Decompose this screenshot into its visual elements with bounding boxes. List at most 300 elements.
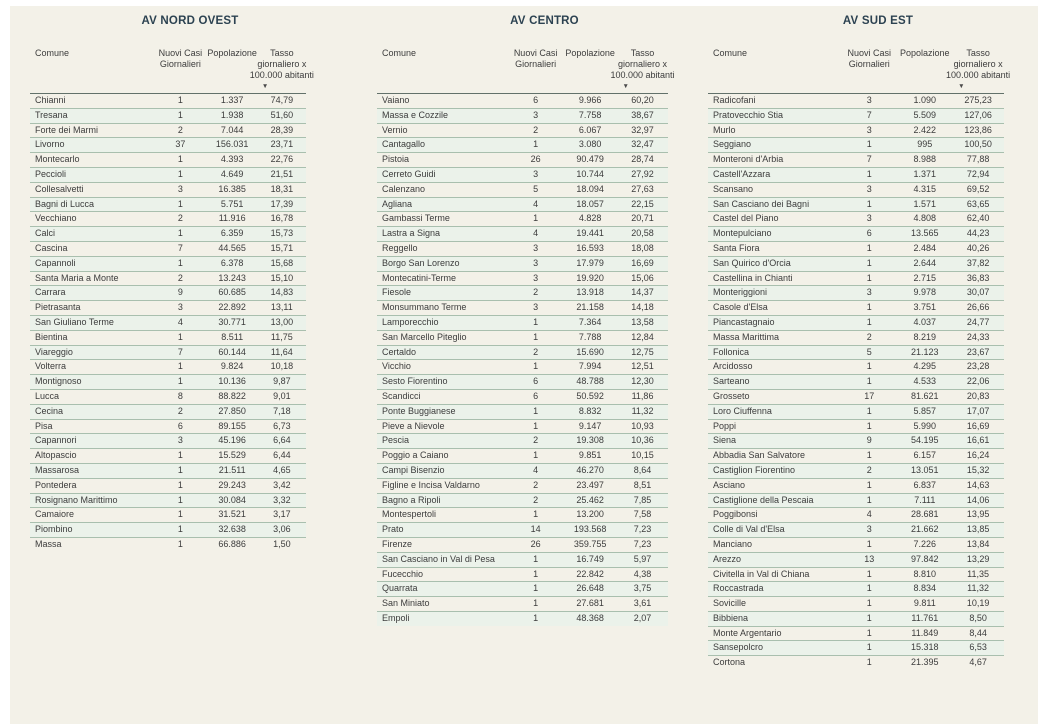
table-row[interactable]	[30, 463, 306, 478]
tasso-cell[interactable]: 11,32	[631, 405, 654, 416]
nuovi-casi-cell[interactable]: 7	[177, 242, 183, 253]
table-row[interactable]	[30, 256, 306, 271]
popolazione-cell[interactable]: 21.158	[576, 302, 604, 313]
tasso-cell[interactable]: 3,61	[633, 598, 652, 609]
table-row[interactable]	[708, 449, 1004, 464]
nuovi-casi-cell[interactable]: 1	[533, 405, 539, 416]
table-row[interactable]	[377, 330, 668, 345]
tasso-cell[interactable]: 77,88	[966, 154, 990, 165]
tasso-cell[interactable]: 6,64	[273, 435, 291, 446]
popolazione-cell[interactable]: 8.832	[578, 405, 602, 416]
tasso-cell[interactable]: 20,83	[966, 390, 990, 401]
popolazione-cell[interactable]: 9.147	[578, 420, 602, 431]
comune-cell[interactable]: Castellina in Chianti	[713, 272, 793, 283]
nuovi-casi-cell[interactable]: 4	[533, 464, 539, 475]
table-row[interactable]	[30, 404, 306, 419]
popolazione-cell[interactable]: 5.857	[913, 405, 937, 416]
popolazione-cell[interactable]: 25.462	[576, 494, 604, 505]
tasso-cell[interactable]: 22,76	[270, 154, 294, 165]
tasso-cell[interactable]: 12,30	[631, 376, 654, 387]
nuovi-casi-cell[interactable]: 3	[533, 242, 539, 253]
nuovi-casi-cell[interactable]: 1	[866, 405, 872, 416]
nuovi-casi-cell[interactable]: 1	[533, 139, 539, 150]
popolazione-cell[interactable]: 97.842	[911, 553, 939, 564]
table-row[interactable]	[377, 508, 668, 523]
popolazione-cell[interactable]: 13.243	[218, 272, 246, 283]
table-row[interactable]	[30, 108, 306, 123]
comune-cell[interactable]: Poppi	[713, 420, 737, 431]
table-row[interactable]	[30, 315, 306, 330]
popolazione-cell[interactable]: 7.111	[914, 494, 936, 505]
nuovi-casi-cell[interactable]: 9	[177, 287, 183, 298]
table-row[interactable]	[708, 301, 1004, 316]
tasso-cell[interactable]: 16,61	[966, 435, 990, 446]
tasso-cell[interactable]: 275,23	[964, 95, 992, 105]
comune-cell[interactable]: Certaldo	[382, 346, 417, 357]
tasso-cell[interactable]: 30,07	[966, 287, 990, 298]
nuovi-casi-cell[interactable]: 3	[866, 124, 872, 135]
table-row[interactable]	[377, 404, 668, 419]
table-row[interactable]	[708, 123, 1004, 138]
popolazione-cell[interactable]: 4.315	[913, 183, 937, 194]
nuovi-casi-cell[interactable]: 14	[530, 524, 541, 535]
nuovi-casi-cell[interactable]: 1	[533, 213, 539, 224]
comune-cell[interactable]: Arezzo	[713, 553, 742, 564]
nuovi-casi-cell[interactable]: 1	[866, 242, 872, 253]
nuovi-casi-cell[interactable]: 1	[533, 583, 539, 594]
popolazione-cell[interactable]: 50.592	[576, 390, 604, 401]
comune-cell[interactable]: San Quirico d'Orcia	[713, 257, 791, 268]
tasso-cell[interactable]: 24,33	[966, 331, 990, 342]
comune-cell[interactable]: Massarosa	[35, 464, 80, 475]
popolazione-cell[interactable]: 21.123	[911, 346, 939, 357]
tasso-cell[interactable]: 7,23	[633, 538, 652, 549]
comune-cell[interactable]: Monteriggioni	[713, 287, 768, 298]
table-row[interactable]	[377, 212, 668, 227]
comune-cell[interactable]: Collesalvetti	[35, 183, 84, 194]
tasso-cell[interactable]: 32,47	[631, 139, 654, 150]
nuovi-casi-cell[interactable]: 1	[177, 95, 183, 105]
tasso-cell[interactable]: 13,95	[966, 509, 990, 520]
table-row[interactable]	[708, 567, 1004, 582]
popolazione-cell[interactable]: 28.681	[911, 509, 939, 520]
tasso-cell[interactable]: 17,07	[966, 405, 990, 416]
table-row[interactable]	[377, 434, 668, 449]
table-row[interactable]	[30, 449, 306, 464]
popolazione-cell[interactable]: 8.511	[221, 331, 244, 342]
table-row[interactable]	[30, 167, 306, 182]
comune-cell[interactable]: Poggibonsi	[713, 509, 758, 520]
comune-cell[interactable]: Lucca	[35, 390, 60, 401]
nuovi-casi-cell[interactable]: 37	[175, 139, 186, 150]
tasso-cell[interactable]: 23,67	[966, 346, 990, 357]
tasso-cell[interactable]: 15,10	[270, 272, 294, 283]
nuovi-casi-cell[interactable]: 7	[866, 154, 872, 165]
column-header-comune[interactable]: Comune	[35, 48, 70, 58]
comune-cell[interactable]: Sovicille	[713, 598, 747, 609]
tasso-cell[interactable]: 22,15	[631, 198, 654, 209]
nuovi-casi-cell[interactable]: 1	[866, 657, 872, 668]
popolazione-cell[interactable]: 4.533	[913, 376, 937, 387]
popolazione-cell[interactable]: 11.761	[911, 612, 939, 623]
comune-cell[interactable]: Quarrata	[382, 583, 418, 594]
nuovi-casi-cell[interactable]: 1	[866, 642, 872, 653]
popolazione-cell[interactable]: 15.529	[218, 450, 246, 461]
tasso-cell[interactable]: 26,66	[966, 302, 990, 313]
nuovi-casi-cell[interactable]: 1	[866, 598, 872, 609]
tasso-cell[interactable]: 23,28	[966, 361, 990, 372]
nuovi-casi-cell[interactable]: 1	[177, 464, 183, 475]
popolazione-cell[interactable]: 11.916	[218, 213, 246, 224]
comune-cell[interactable]: Capannori	[35, 435, 77, 446]
table-row[interactable]	[377, 315, 668, 330]
tasso-cell[interactable]: 11,86	[631, 390, 654, 401]
tasso-cell[interactable]: 7,18	[273, 405, 291, 416]
popolazione-cell[interactable]: 8.988	[913, 154, 937, 165]
popolazione-cell[interactable]: 21.395	[911, 657, 939, 668]
comune-cell[interactable]: Peccioli	[35, 168, 67, 179]
tasso-cell[interactable]: 18,08	[631, 242, 654, 253]
nuovi-casi-cell[interactable]: 5	[533, 183, 539, 194]
popolazione-cell[interactable]: 13.565	[911, 228, 939, 239]
tasso-cell[interactable]: 4,67	[969, 657, 987, 668]
column-header-nuovi-casi[interactable]	[508, 48, 563, 94]
nuovi-casi-cell[interactable]: 1	[177, 509, 183, 520]
comune-cell[interactable]: Arcidosso	[713, 361, 753, 372]
comune-cell[interactable]: Murlo	[713, 124, 736, 135]
tasso-cell[interactable]: 17,39	[270, 198, 294, 209]
comune-cell[interactable]: Castell'Azzara	[713, 168, 771, 179]
tasso-cell[interactable]: 12,84	[631, 331, 654, 342]
tasso-cell[interactable]: 13,85	[966, 524, 990, 535]
comune-cell[interactable]: Bibbiena	[713, 612, 749, 623]
table-row[interactable]	[30, 537, 306, 551]
popolazione-cell[interactable]: 17.979	[576, 257, 604, 268]
table-row[interactable]	[708, 212, 1004, 227]
table-row[interactable]	[377, 197, 668, 212]
table-row[interactable]	[30, 94, 306, 109]
nuovi-casi-cell[interactable]: 1	[533, 450, 539, 461]
comune-cell[interactable]: Lamporecchio	[382, 316, 439, 327]
comune-cell[interactable]: Altopascio	[35, 450, 77, 461]
popolazione-cell[interactable]: 4.295	[913, 361, 937, 372]
comune-cell[interactable]: Tresana	[35, 109, 68, 120]
table-row[interactable]	[377, 537, 668, 552]
nuovi-casi-cell[interactable]: 1	[866, 272, 872, 283]
tasso-cell[interactable]: 16,24	[966, 450, 990, 461]
column-header-comune[interactable]: Comune	[713, 48, 748, 58]
popolazione-cell[interactable]: 9.978	[913, 287, 937, 298]
popolazione-cell[interactable]: 6.378	[220, 257, 244, 268]
popolazione-cell[interactable]: 995	[917, 139, 933, 150]
nuovi-casi-cell[interactable]: 4	[177, 316, 183, 327]
table-row[interactable]	[708, 182, 1004, 197]
table-row[interactable]	[377, 493, 668, 508]
table-row[interactable]	[377, 182, 668, 197]
table-row[interactable]	[377, 523, 668, 538]
tasso-cell[interactable]: 13,84	[966, 538, 990, 549]
tasso-cell[interactable]: 6,73	[273, 420, 291, 431]
comune-cell[interactable]: Monteroni d'Arbia	[713, 154, 784, 165]
comune-cell[interactable]: San Casciano dei Bagni	[713, 198, 810, 209]
tasso-cell[interactable]: 20,58	[631, 228, 654, 239]
tasso-cell[interactable]: 72,94	[966, 168, 990, 179]
tasso-cell[interactable]: 3,75	[633, 583, 652, 594]
table-row[interactable]	[708, 597, 1004, 612]
table-row[interactable]	[377, 271, 668, 286]
table-row[interactable]	[377, 345, 668, 360]
popolazione-cell[interactable]: 18.057	[576, 198, 604, 209]
tasso-cell[interactable]: 15,06	[631, 272, 654, 283]
popolazione-cell[interactable]: 15.690	[576, 346, 604, 357]
table-row[interactable]	[30, 123, 306, 138]
popolazione-cell[interactable]: 16.749	[576, 553, 604, 564]
popolazione-cell[interactable]: 27.681	[576, 598, 604, 609]
nuovi-casi-cell[interactable]: 3	[866, 183, 872, 194]
nuovi-casi-cell[interactable]: 1	[866, 583, 872, 594]
popolazione-cell[interactable]: 18.094	[576, 183, 604, 194]
table-row[interactable]	[708, 523, 1004, 538]
comune-cell[interactable]: Lastra a Signa	[382, 228, 441, 239]
table-row[interactable]	[708, 286, 1004, 301]
popolazione-cell[interactable]: 7.994	[578, 361, 602, 372]
tasso-cell[interactable]: 9,87	[273, 376, 291, 387]
table-row[interactable]	[377, 138, 668, 153]
table-row[interactable]	[377, 153, 668, 168]
popolazione-cell[interactable]: 48.368	[576, 612, 604, 623]
table-row[interactable]	[30, 138, 306, 153]
popolazione-cell[interactable]: 32.638	[218, 524, 246, 535]
table-row[interactable]	[30, 493, 306, 508]
comune-cell[interactable]: Borgo San Lorenzo	[382, 257, 460, 268]
nuovi-casi-cell[interactable]: 1	[533, 331, 539, 342]
popolazione-cell[interactable]: 1.938	[220, 109, 244, 120]
nuovi-casi-cell[interactable]: 8	[177, 390, 183, 401]
popolazione-cell[interactable]: 15.318	[911, 642, 939, 653]
tasso-cell[interactable]: 13,58	[631, 316, 654, 327]
popolazione-cell[interactable]: 30.084	[218, 494, 246, 505]
column-header-nuovi-casi[interactable]	[841, 48, 897, 94]
comune-cell[interactable]: Massa	[35, 538, 62, 549]
comune-cell[interactable]: Firenze	[382, 538, 413, 549]
popolazione-cell[interactable]: 16.385	[218, 183, 246, 194]
nuovi-casi-cell[interactable]: 4	[533, 198, 539, 209]
tasso-cell[interactable]: 13,11	[270, 302, 293, 313]
comune-cell[interactable]: Livorno	[35, 139, 65, 150]
comune-cell[interactable]: Sarteano	[713, 376, 750, 387]
popolazione-cell[interactable]: 7.044	[220, 124, 244, 135]
comune-cell[interactable]: Agliana	[382, 198, 413, 209]
popolazione-cell[interactable]: 1.571	[913, 198, 937, 209]
popolazione-cell[interactable]: 22.842	[576, 568, 604, 579]
popolazione-cell[interactable]: 6.157	[913, 450, 937, 461]
nuovi-casi-cell[interactable]: 4	[533, 228, 539, 239]
comune-cell[interactable]: Chianni	[35, 95, 66, 105]
popolazione-cell[interactable]: 4.393	[220, 154, 244, 165]
comune-cell[interactable]: Pieve a Nievole	[382, 420, 445, 431]
nuovi-casi-cell[interactable]: 3	[177, 435, 183, 446]
popolazione-cell[interactable]: 22.892	[218, 302, 246, 313]
table-row[interactable]	[377, 241, 668, 256]
nuovi-casi-cell[interactable]: 1	[533, 420, 539, 431]
table-row[interactable]	[377, 167, 668, 182]
popolazione-cell[interactable]: 3.751	[913, 302, 937, 313]
popolazione-cell[interactable]: 2.644	[913, 257, 937, 268]
tasso-cell[interactable]: 15,73	[270, 228, 294, 239]
comune-cell[interactable]: Santa Maria a Monte	[35, 272, 119, 283]
tasso-cell[interactable]: 11,35	[967, 568, 990, 579]
tasso-cell[interactable]: 3,17	[273, 509, 291, 520]
popolazione-cell[interactable]: 5.751	[220, 198, 244, 209]
popolazione-cell[interactable]: 156.031	[215, 139, 249, 150]
comune-cell[interactable]: Calenzano	[382, 183, 426, 194]
nuovi-casi-cell[interactable]: 1	[866, 361, 872, 372]
nuovi-casi-cell[interactable]: 6	[866, 228, 872, 239]
tasso-cell[interactable]: 27,63	[631, 183, 654, 194]
table-row[interactable]	[708, 537, 1004, 552]
table-row[interactable]	[708, 94, 1004, 109]
table-row[interactable]	[30, 419, 306, 434]
comune-cell[interactable]: Volterra	[35, 361, 67, 372]
nuovi-casi-cell[interactable]: 1	[866, 568, 872, 579]
tasso-cell[interactable]: 32,97	[631, 124, 654, 135]
comune-cell[interactable]: Manciano	[713, 538, 753, 549]
comune-cell[interactable]: Rosignano Marittimo	[35, 494, 118, 505]
table-row[interactable]	[708, 360, 1004, 375]
comune-cell[interactable]: Cantagallo	[382, 139, 426, 150]
popolazione-cell[interactable]: 21.662	[911, 524, 939, 535]
table-row[interactable]	[708, 478, 1004, 493]
table-row[interactable]	[708, 463, 1004, 478]
table-row[interactable]	[30, 508, 306, 523]
tasso-cell[interactable]: 10,93	[631, 420, 654, 431]
popolazione-cell[interactable]: 54.195	[911, 435, 939, 446]
popolazione-cell[interactable]: 5.509	[913, 109, 937, 120]
table-row[interactable]	[708, 419, 1004, 434]
table-row[interactable]	[377, 597, 668, 612]
popolazione-cell[interactable]: 5.990	[913, 420, 937, 431]
tasso-cell[interactable]: 15,71	[270, 242, 294, 253]
comune-cell[interactable]: Sansepolcro	[713, 642, 764, 653]
table-row[interactable]	[30, 389, 306, 404]
nuovi-casi-cell[interactable]: 6	[177, 420, 183, 431]
nuovi-casi-cell[interactable]: 3	[533, 109, 539, 120]
nuovi-casi-cell[interactable]: 1	[866, 612, 872, 623]
comune-cell[interactable]: Gambassi Terme	[382, 213, 450, 224]
nuovi-casi-cell[interactable]: 1	[177, 479, 183, 490]
popolazione-cell[interactable]: 8.810	[913, 568, 937, 579]
comune-cell[interactable]: Montespertoli	[382, 509, 437, 520]
nuovi-casi-cell[interactable]: 1	[533, 568, 539, 579]
table-row[interactable]	[30, 375, 306, 390]
tasso-cell[interactable]: 60,20	[631, 95, 654, 105]
table-row[interactable]	[377, 256, 668, 271]
nuovi-casi-cell[interactable]: 1	[177, 228, 183, 239]
comune-cell[interactable]: Montecarlo	[35, 154, 80, 165]
table-row[interactable]	[708, 375, 1004, 390]
nuovi-casi-cell[interactable]: 1	[177, 154, 183, 165]
tasso-cell[interactable]: 18,31	[270, 183, 294, 194]
tasso-cell[interactable]: 10,18	[270, 361, 294, 372]
table-row[interactable]	[377, 94, 668, 109]
nuovi-casi-cell[interactable]: 1	[533, 509, 539, 520]
comune-cell[interactable]: Fiesole	[382, 287, 412, 298]
nuovi-casi-cell[interactable]: 1	[866, 420, 872, 431]
tasso-cell[interactable]: 8,44	[969, 627, 987, 638]
popolazione-cell[interactable]: 88.822	[218, 390, 246, 401]
table-row[interactable]	[708, 256, 1004, 271]
comune-cell[interactable]: Reggello	[382, 242, 418, 253]
tasso-cell[interactable]: 27,92	[631, 168, 654, 179]
nuovi-casi-cell[interactable]: 3	[866, 524, 872, 535]
nuovi-casi-cell[interactable]: 1	[866, 139, 872, 150]
popolazione-cell[interactable]: 6.837	[913, 479, 937, 490]
nuovi-casi-cell[interactable]: 2	[177, 124, 183, 135]
popolazione-cell[interactable]: 6.359	[220, 228, 244, 239]
comune-cell[interactable]: Cecina	[35, 405, 64, 416]
table-row[interactable]	[377, 611, 668, 625]
popolazione-cell[interactable]: 7.226	[913, 538, 937, 549]
tasso-cell[interactable]: 11,32	[967, 583, 990, 594]
comune-cell[interactable]: Capannoli	[35, 257, 76, 268]
nuovi-casi-cell[interactable]: 1	[177, 494, 183, 505]
nuovi-casi-cell[interactable]: 2	[533, 435, 539, 446]
column-header-tasso[interactable]	[610, 48, 675, 94]
tasso-cell[interactable]: 37,82	[966, 257, 990, 268]
table-row[interactable]	[30, 197, 306, 212]
tasso-cell[interactable]: 8,51	[633, 479, 652, 490]
tasso-cell[interactable]: 14,83	[270, 287, 294, 298]
comune-cell[interactable]: Piombino	[35, 524, 73, 535]
comune-cell[interactable]: Pescia	[382, 435, 410, 446]
nuovi-casi-cell[interactable]: 3	[533, 168, 539, 179]
popolazione-cell[interactable]: 193.568	[573, 524, 607, 535]
tasso-cell[interactable]: 40,26	[966, 242, 990, 253]
table-row[interactable]	[377, 463, 668, 478]
table-row[interactable]	[708, 404, 1004, 419]
table-row[interactable]	[30, 286, 306, 301]
table-row[interactable]	[377, 582, 668, 597]
nuovi-casi-cell[interactable]: 3	[533, 272, 539, 283]
popolazione-cell[interactable]: 13.918	[576, 287, 604, 298]
nuovi-casi-cell[interactable]: 6	[533, 376, 539, 387]
comune-cell[interactable]: Vaiano	[382, 95, 410, 105]
table-row[interactable]	[708, 138, 1004, 153]
table-row[interactable]	[708, 641, 1004, 656]
comune-cell[interactable]: Scandicci	[382, 390, 421, 401]
nuovi-casi-cell[interactable]: 2	[533, 494, 539, 505]
nuovi-casi-cell[interactable]: 9	[866, 435, 872, 446]
comune-cell[interactable]: Empoli	[382, 612, 410, 623]
table-row[interactable]	[377, 449, 668, 464]
tasso-cell[interactable]: 123,86	[964, 124, 992, 135]
tasso-cell[interactable]: 14,18	[631, 302, 654, 313]
tasso-cell[interactable]: 8,50	[969, 612, 987, 623]
nuovi-casi-cell[interactable]: 1	[177, 524, 183, 535]
popolazione-cell[interactable]: 26.648	[576, 583, 604, 594]
popolazione-cell[interactable]: 10.744	[576, 168, 604, 179]
tasso-cell[interactable]: 16,69	[631, 257, 654, 268]
nuovi-casi-cell[interactable]: 3	[866, 213, 872, 224]
comune-cell[interactable]: Grosseto	[713, 390, 750, 401]
comune-cell[interactable]: Castiglion Fiorentino	[713, 464, 796, 475]
nuovi-casi-cell[interactable]: 4	[866, 509, 872, 520]
tasso-cell[interactable]: 3,06	[273, 524, 291, 535]
nuovi-casi-cell[interactable]: 1	[866, 302, 872, 313]
comune-cell[interactable]: Prato	[382, 524, 404, 535]
comune-cell[interactable]: Asciano	[713, 479, 746, 490]
comune-cell[interactable]: Pontedera	[35, 479, 77, 490]
